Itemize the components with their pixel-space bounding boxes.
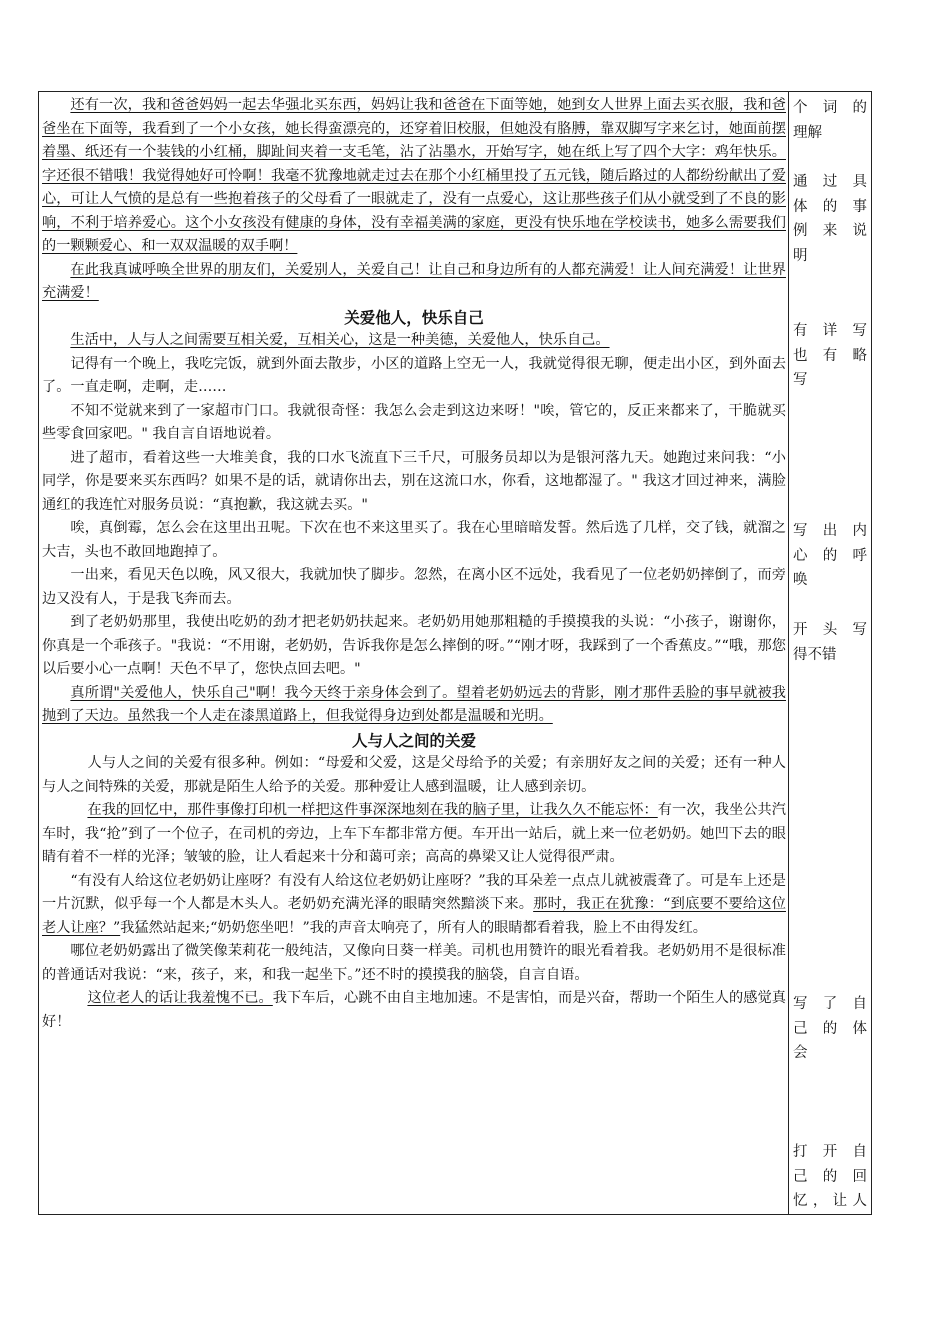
paragraph: 在此我真诚呼唤全世界的朋友们，关爱别人，关爱自己！让自己和身边所有的人都充满爱！让人间充满爱！让世界充满爱！ (42, 261, 786, 301)
paragraph: 到了老奶奶那里，我使出吃奶的劲才把老奶奶扶起来。老奶奶用她那粗糙的手摸摸我的头说：“小孩子，谢谢你，你真是一个乖孩子。"我说：“不用谢，老奶奶，告诉我你是怎么摔倒的呀。”“刚才呀，我踩到了一个香蕉皮。”“哦，那您以后要小心一点啊！天色不早了，您快点回去吧。" (42, 614, 786, 677)
paragraph: 进了超市，看着这些一大堆美食，我的口水飞流直下三千尺，可服务员却以为是银河落九天。她跑过来问我：“小同学，你是要来买东西吗？如果不是的话，就请你出去，别在这流口水，你看，这地都湿了。" 我这才回过神来，满脸通红的我连忙对服务员说：“真抱歉，我这就去买。" (42, 449, 786, 513)
essay-title: 人与人之间的关爱 (351, 730, 476, 750)
margin-note: 写 了 自 己 的 体 会 (793, 996, 867, 1061)
margin-note: 有 详 写 也 有 略 写 (793, 323, 867, 388)
column-divider (788, 92, 789, 1214)
essay-column (42, 94, 786, 1034)
paragraph: 真所谓"关爱他人，快乐自己"啊！我今天终于亲身体会到了。望着老奶奶远去的背影，刚才那件丢脸的事早就被我抛到了天边。虽然我一个人走在漆黑道路上，但我觉得身边到处都是温暖和光明。 (42, 684, 786, 724)
paragraph: 这位老人的话让我羞愧不已。我下车后，心跳不由自主地加速。不是害怕，而是兴奋，帮助一个陌生人的感觉真好！ (42, 990, 786, 1030)
margin-note: 开 头 写 得不错 (793, 622, 867, 663)
document-table (38, 91, 872, 1215)
margin-note: 个 词 的 理解 (793, 100, 867, 141)
margin-note: 打 开 自 己 的 回 忆，让人 (793, 1144, 867, 1209)
paragraph: 唉，真倒霉，怎么会在这里出丑呢。下次在也不来这里买了。我在心里暗暗发誓。然后选了几样，交了钱，就溜之大吉，头也不敢回地跑掉了。 (42, 520, 786, 560)
paragraph: 人与人之间的关爱有很多种。例如：“母爱和父爱，这是父母给予的关爱；有亲朋好友之间的关爱；还有一种人与人之间特殊的关爱，那就是陌生人给予的关爱。那种爱让人感到温暖，让人感到亲切。 (42, 755, 786, 795)
paragraph: 生活中，人与人之间需要互相关爱，互相关心，这是一种美德，关爱他人，快乐自己。 (70, 332, 610, 348)
paragraph: 一出来，看见天色以晚，风又很大，我就加快了脚步。忽然，在离小区不远处，我看见了一位老奶奶摔倒了，而旁边又没有人，于是我飞奔而去。 (42, 567, 786, 607)
paragraph: “有没有人给这位老奶奶让座呀？有没有人给这位老奶奶让座呀？”我的耳朵差一点点儿就被震聋了。可是车上还是一片沉默，似乎每一个人都是木头人。老奶奶充满光泽的眼睛突然黯淡下来。那时，我正在犹豫：“到底要不要给这位老人让座？”我猛然站起来;“奶奶您坐吧！”我的声音太响亮了，所有人的眼睛都看着我，脸上不由得发红。 (42, 872, 786, 936)
paragraph: 记得有一个晚上，我吃完饭，就到外面去散步，小区的道路上空无一人，我就觉得很无聊，便走出小区，到外面去了。一直走啊，走啊，走…… (42, 355, 786, 395)
essay-title: 关爱他人，快乐自己 (344, 307, 484, 327)
paragraph: 在我的回忆中，那件事像打印机一样把这件事深深地刻在我的脑子里，让我久久不能忘怀：有一次，我坐公共汽车时，我“抢”到了一个位子，在司机的旁边，上车下车都非常方便。车开出一站后，就上来一位老奶奶。她凹下去的眼睛有着不一样的光泽；皱皱的脸，让人看起来十分和蔼可亲；高高的鼻梁又让人觉得很严肃。 (42, 802, 786, 865)
margin-note: 通 过 具 体 的 事 例 来 说 明 (793, 174, 867, 264)
paragraph: 不知不觉就来到了一家超市门口。我就很奇怪：我怎么会走到这边来呀！"唉，管它的，反正来都来了，干脆就买些零食回家吧。" 我自言自语地说着。 (42, 402, 786, 442)
margin-note: 写 出 内 心 的 呼 唤 (793, 523, 867, 588)
paragraph: 还有一次，我和爸爸妈妈一起去华强北买东西，妈妈让我和爸爸在下面等她，她到女人世界上面去买衣服，我和爸爸坐在下面等，我看到了一个小女孩，她长得蛮漂亮的，还穿着旧校服，但她没有胳膊，靠双脚写字来乞讨，她面前摆着墨、纸还有一个装钱的小红桶，脚趾间夹着一支毛笔，沾了沾墨水，开始写字，她在纸上写了四个大字：鸡年快乐。字还很不错哦！我觉得她好可怜啊！我毫不犹豫地就走过去在那个小红桶里投了五元钱，随后路过的人都纷纷献出了爱心，可让人气愤的是总有一些抱着孩子的父母看了一眼就走了，没有一点爱心，这让那些孩子们从小就受到了不良的影响，不利于培养爱心。这个小女孩没有健康的身体，没有幸福美满的家庭，更没有快乐地在学校读书，她多么需要我们的一颗颗爱心、和一双双温暖的双手啊！ (42, 97, 786, 254)
paragraph: 哪位老奶奶露出了微笑像茉莉花一般纯洁，又像向日葵一样美。司机也用赞许的眼光看着我。老奶奶用不是很标准的普通话对我说：“来，孩子，来，和我一起坐下。”还不时的摸摸我的脑袋，自言自语。 (42, 943, 786, 983)
